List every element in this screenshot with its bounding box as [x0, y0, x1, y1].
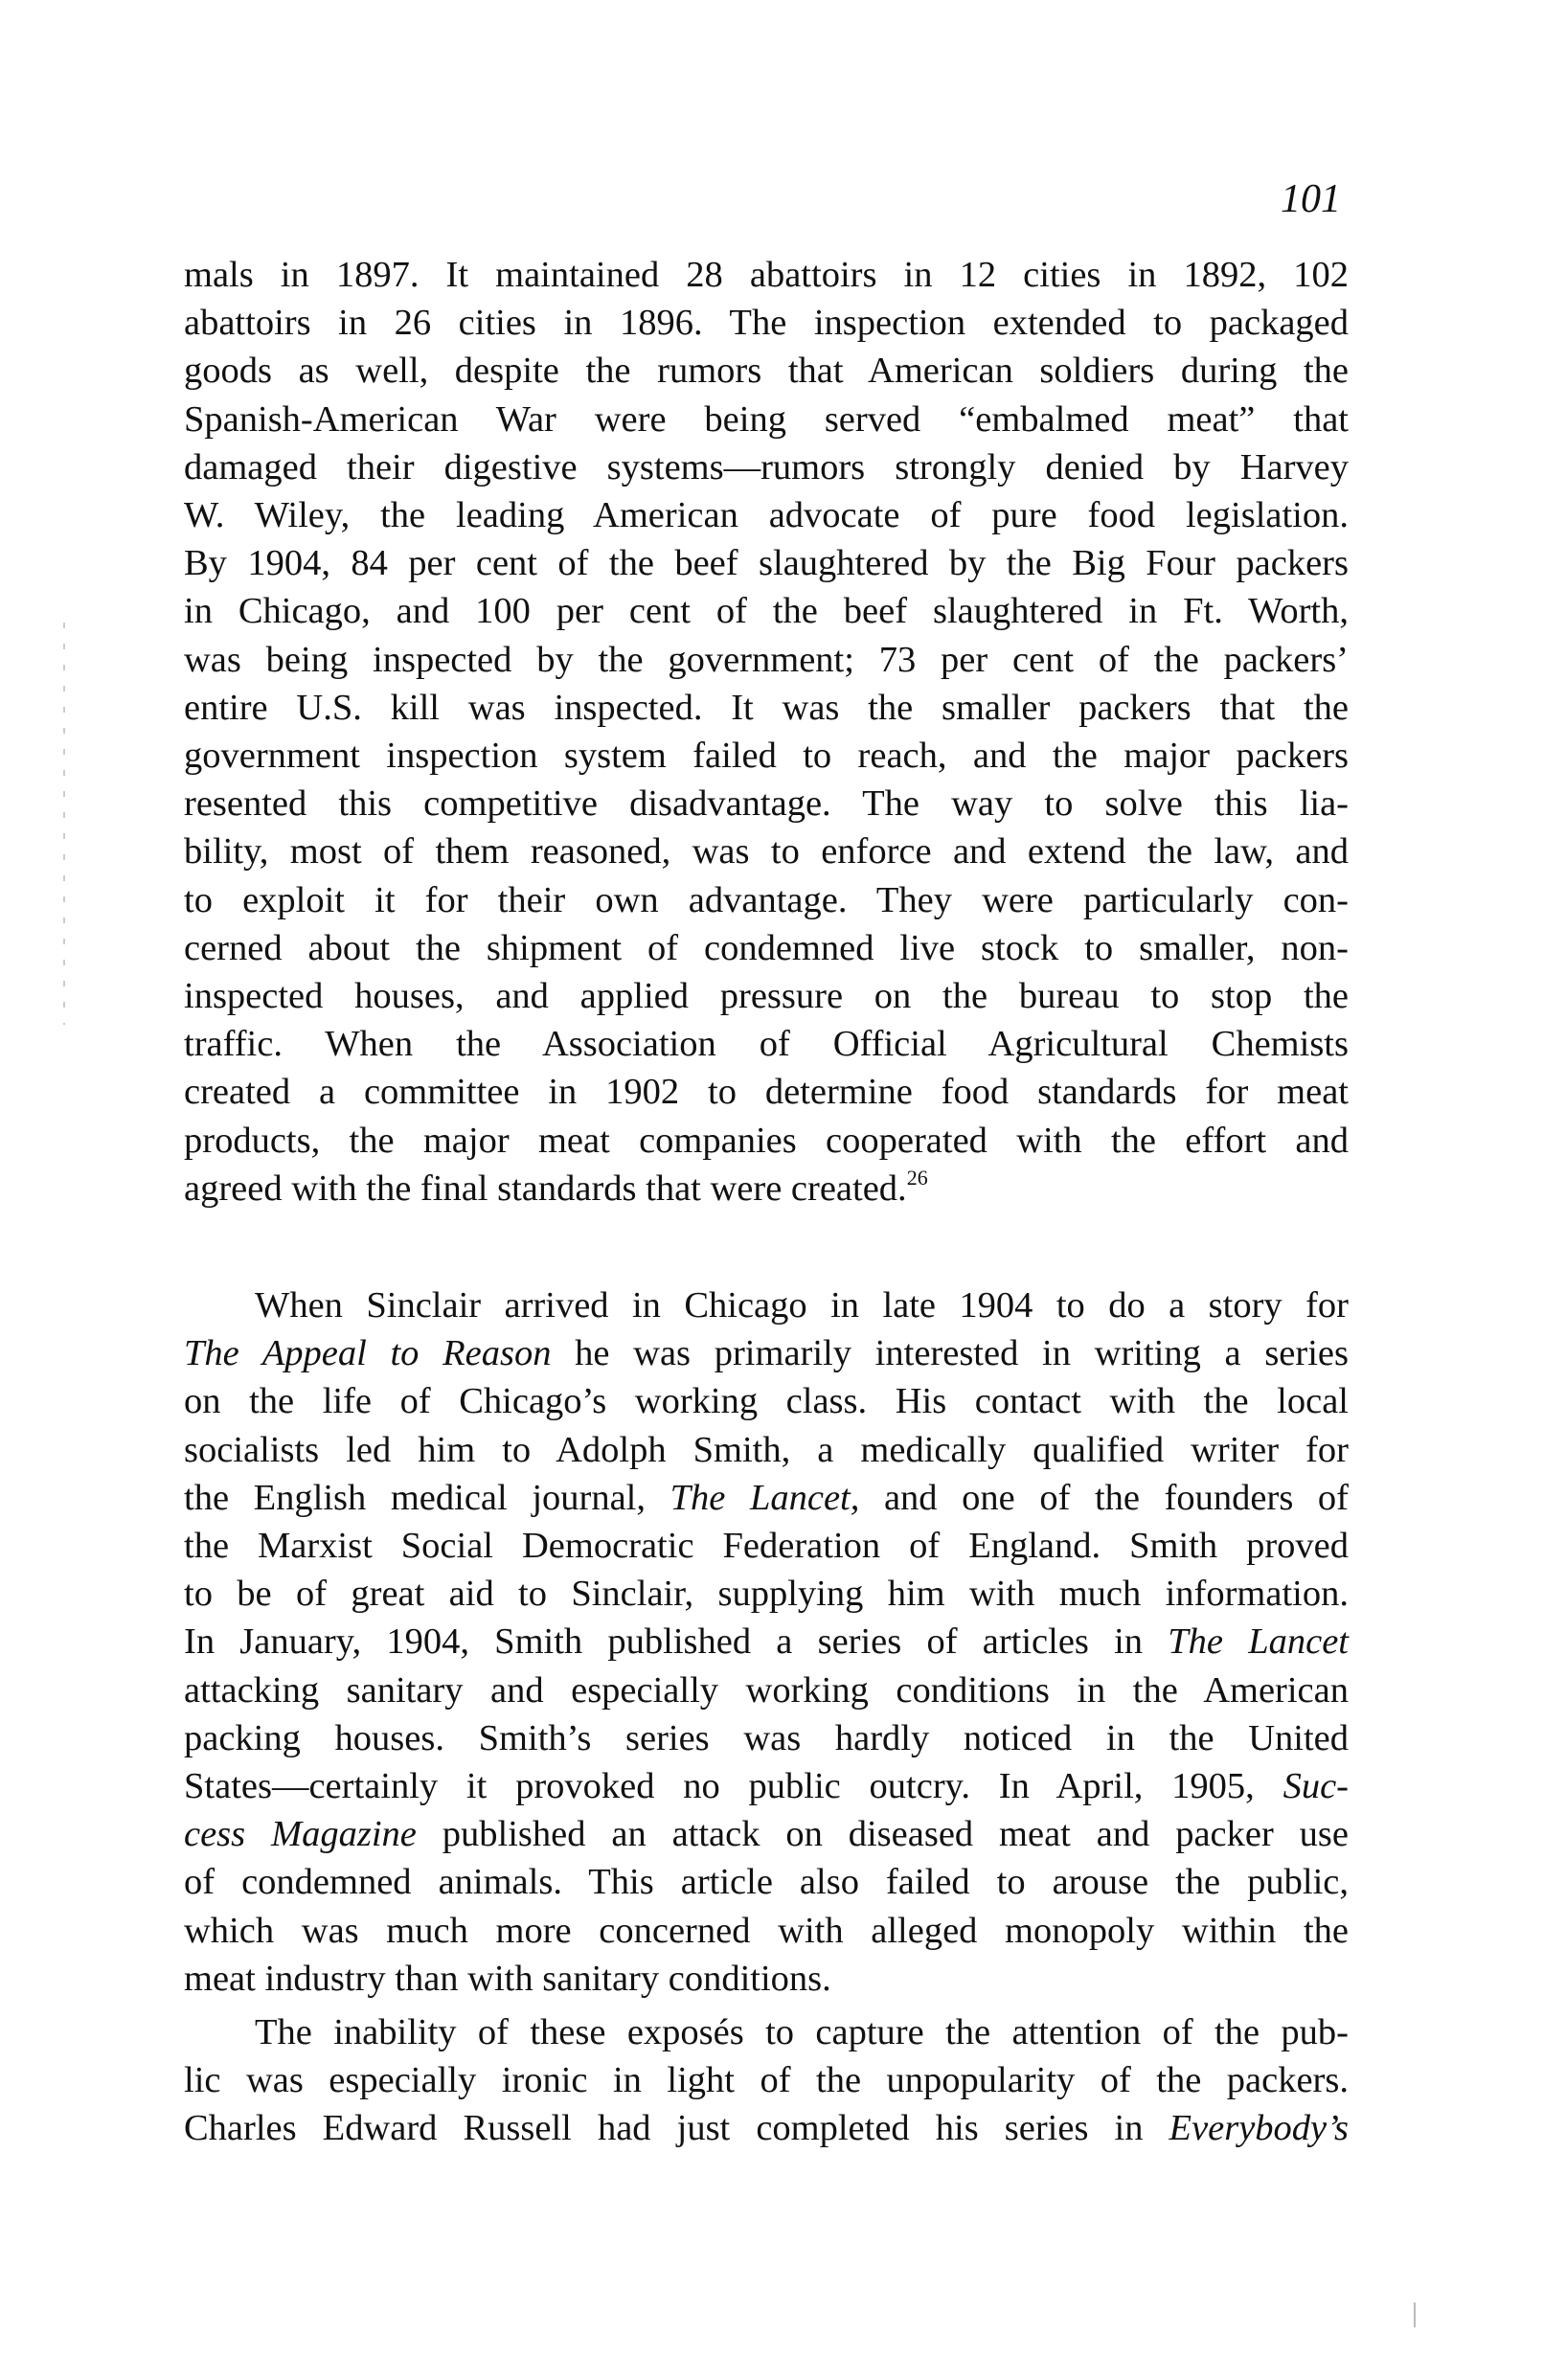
- publication-title: The Appeal to Reason: [184, 1333, 552, 1374]
- text-line: mals in 1897. It maintained 28 abattoirs in 12 cities in 1892, 102: [184, 255, 1349, 295]
- text-line: [184, 1329, 1349, 1377]
- text-line: The inability of these exposés to capture the attention of the pub-: [255, 2012, 1349, 2053]
- text-line: [184, 1618, 1349, 1666]
- text-line: products, the major meat companies cooperated with the effort and: [184, 1120, 1349, 1161]
- text-line: in Chicago, and 100 per cent of the beef slaughtered in Ft. Worth,: [184, 591, 1349, 632]
- text-line: of condemned animals. This article also failed to arouse the public,: [184, 1862, 1349, 1903]
- text-line: By 1904, 84 per cent of the beef slaughtered by the Big Four packers: [184, 543, 1349, 584]
- text-line: government inspection system failed to reach, and the major packers: [184, 736, 1349, 777]
- text-line: socialists led him to Adolph Smith, a medically qualified writer for: [184, 1429, 1349, 1470]
- text-line: was being inspected by the government; 73 per cent of the packers’: [184, 639, 1349, 680]
- paragraph-3: [184, 2008, 1349, 2153]
- text-line: on the life of Chicago’s working class. His contact with the local: [184, 1381, 1349, 1422]
- text-line: bility, most of them reasoned, was to enforce and extend the law, and: [184, 831, 1349, 873]
- text-line: packing houses. Smith’s series was hardly noticed in the United: [184, 1717, 1349, 1758]
- publication-title: Everybody’s: [1169, 2108, 1349, 2149]
- text-segment: States—certainly it provoked no public outcry. In April, 1905,: [184, 1766, 1283, 1807]
- scan-artifact: [63, 623, 65, 1025]
- scan-artifact: [1414, 2302, 1416, 2327]
- text-line: resented this competitive disadvantage. The way to solve this lia-: [184, 783, 1349, 825]
- text-line: created a committee in 1902 to determine food standards for meat: [184, 1072, 1349, 1113]
- text-line: inspected houses, and applied pressure on the bureau to stop the: [184, 976, 1349, 1017]
- paragraph-2: [184, 1281, 1349, 2153]
- publication-title: The Lancet: [1168, 1621, 1349, 1663]
- text-line-content: agreed with the final standards that were created.: [184, 1167, 907, 1209]
- text-line: entire U.S. kill was inspected. It was the smaller packers that the: [184, 687, 1349, 728]
- text-line: traffic. When the Association of Official Agricultural Chemists: [184, 1024, 1349, 1065]
- text-line: attacking sanitary and especially working conditions in the American: [184, 1669, 1349, 1711]
- text-line: W. Wiley, the leading American advocate of pure food legislation.: [184, 495, 1349, 536]
- text-line: the Marxist Social Democratic Federation of England. Smith proved: [184, 1526, 1349, 1567]
- text-segment: the English medical journal,: [184, 1477, 670, 1518]
- text-segment: he was primarily interested in writing a series: [551, 1333, 1349, 1374]
- text-segment: and one of the founders of: [859, 1477, 1349, 1518]
- text-line: to be of great aid to Sinclair, supplying him with much information.: [184, 1574, 1349, 1615]
- text-line: [184, 2104, 1349, 2152]
- text-line: goods as well, despite the rumors that American soldiers during the: [184, 351, 1349, 392]
- text-line: [184, 1762, 1349, 1810]
- text-line: [184, 1474, 1349, 1522]
- text-line: [184, 1165, 1349, 1213]
- text-line: Spanish-American War were being served “embalmed meat” that: [184, 398, 1349, 440]
- text-segment: published an attack on diseased meat and packer use: [416, 1814, 1350, 1855]
- footnote-marker: 26: [906, 1165, 928, 1190]
- text-line: which was much more concerned with alleged monopoly within the: [184, 1910, 1349, 1951]
- text-line: to exploit it for their own advantage. They were particularly con-: [184, 879, 1349, 920]
- publication-title: The Lancet,: [670, 1477, 860, 1518]
- text-line: damaged their digestive systems—rumors strongly denied by Harvey: [184, 446, 1349, 487]
- text-line: cerned about the shipment of condemned live stock to smaller, non-: [184, 927, 1349, 968]
- text-segment: Charles Edward Russell had just completed his series in: [184, 2108, 1169, 2149]
- paragraph-1: [184, 251, 1349, 1213]
- text-segment: In January, 1904, Smith published a series of articles in: [184, 1621, 1169, 1663]
- text-line: lic was especially ironic in light of the unpopularity of the packers.: [184, 2060, 1349, 2101]
- publication-title: Suc-: [1282, 1766, 1349, 1807]
- text-line: abattoirs in 26 cities in 1896. The inspection extended to packaged: [184, 303, 1349, 344]
- page-number: 101: [1281, 177, 1341, 221]
- publication-title: cess Magazine: [184, 1814, 417, 1855]
- text-line: meat industry than with sanitary conditions.: [184, 1958, 831, 1999]
- text-line: [184, 1810, 1349, 1858]
- text-line: When Sinclair arrived in Chicago in late 1904 to do a story for: [255, 1285, 1349, 1326]
